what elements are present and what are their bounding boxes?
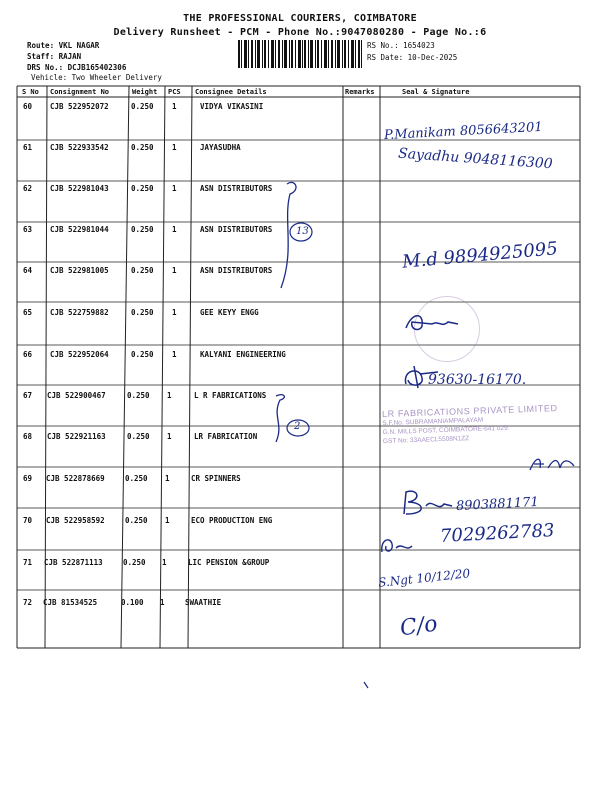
runsheet-subtitle: Delivery Runsheet - PCM - Phone No.:9047080280 - Page No.:6: [113, 27, 487, 38]
cell-consignment-no: CJB 522952072: [50, 102, 109, 111]
cell-consignee: VIDYA VIKASINI: [200, 102, 264, 111]
cell-weight: 0.250: [131, 308, 154, 317]
col-header-remarks: Remarks: [345, 88, 375, 96]
cell-pcs: 1: [167, 391, 172, 400]
cell-consignee: L R FABRICATIONS: [194, 391, 267, 400]
cell-consignee: LR FABRICATION: [194, 432, 258, 441]
drs-number: DRS No.: DCJB165402306: [27, 63, 127, 72]
rs-date: RS Date: 10-Dec-2025: [367, 53, 458, 62]
cell-pcs: 1: [172, 225, 177, 234]
cell-pcs: 1: [172, 266, 177, 275]
cell-sno: 67: [23, 391, 33, 400]
stamp-address-2: G.N. MILLS POST, COIMBATORE-641 029.: [382, 424, 510, 437]
bracket-mark-63: [265, 180, 325, 295]
col-header-consignment: Consignment No: [50, 88, 110, 96]
cell-consignee: LIC PENSION &GROUP: [188, 558, 270, 567]
route-label: Route: VKL NAGAR: [27, 41, 100, 50]
cell-sno: 69: [23, 474, 33, 483]
cell-consignee: ASN DISTRIBUTORS: [200, 184, 273, 193]
cell-weight: 0.250: [127, 391, 150, 400]
signature-60: P.Manikam 8056643201: [383, 119, 543, 144]
cell-weight: 0.250: [131, 225, 154, 234]
cell-pcs: 1: [172, 184, 177, 193]
cell-weight: 0.250: [127, 432, 150, 441]
cell-consignment-no: CJB 522933542: [50, 143, 109, 152]
cell-weight: 0.250: [123, 558, 146, 567]
cell-sno: 66: [23, 350, 33, 359]
signature-66-initials: [400, 364, 440, 390]
cell-consignment-no: CJB 522952064: [50, 350, 109, 359]
vehicle-label: Vehicle: Two Wheeler Delivery: [31, 73, 162, 82]
signature-70-mark: [378, 534, 414, 556]
cell-consignment-no: CJB 522981005: [50, 266, 109, 275]
cell-consignment-no: CJB 522871113: [44, 558, 103, 567]
stamp-company-name: LR FABRICATIONS PRIVATE LIMITED: [381, 402, 558, 420]
cell-consignee: JAYASUDHA: [200, 143, 241, 152]
col-header-consignee: Consignee Details: [195, 88, 267, 96]
cell-pcs: 1: [172, 143, 177, 152]
cell-consignment-no: CJB 522759882: [50, 308, 109, 317]
bracket-mark-68: [262, 390, 317, 450]
signature-66: 93630-16170.: [428, 372, 527, 388]
signature-63: M.d 9894925095: [401, 238, 559, 273]
mark-63: 13: [296, 226, 309, 237]
cell-pcs: 1: [172, 102, 177, 111]
signature-71: S.Ngt 10/12/20: [377, 566, 471, 590]
signature-70b: 7029262783: [439, 520, 556, 547]
cell-consignee: KALYANI ENGINEERING: [200, 350, 286, 359]
signature-72: C/o: [398, 611, 440, 642]
cell-weight: 0.250: [131, 143, 154, 152]
cell-consignee: CR SPINNERS: [191, 474, 241, 483]
signature-65: [402, 308, 462, 336]
col-header-seal-signature: Seal & Signature: [402, 88, 470, 96]
cell-consignment-no: CJB 522981044: [50, 225, 109, 234]
cell-consignee: SWAATHIE: [185, 598, 222, 607]
cell-consignment-no: CJB 81534525: [43, 598, 98, 607]
cell-consignment-no: CJB 522958592: [46, 516, 105, 525]
cell-weight: 0.250: [131, 350, 154, 359]
col-header-sno: S No: [22, 88, 39, 96]
cell-consignment-no: CJB 522981043: [50, 184, 109, 193]
cell-sno: 70: [23, 516, 33, 525]
stamp-gst: GST No: 33AAECL5508N1ZZ: [382, 435, 470, 446]
cell-consignee: GEE KEYY ENGG: [200, 308, 259, 317]
cell-sno: 72: [23, 598, 33, 607]
mark-68: 2: [294, 421, 301, 432]
cell-pcs: 1: [167, 432, 172, 441]
cell-sno: 71: [23, 558, 33, 567]
cell-sno: 68: [23, 432, 33, 441]
signature-70-initials: [398, 488, 454, 518]
cell-consignment-no: CJB 522921163: [47, 432, 106, 441]
cell-pcs: 1: [160, 598, 165, 607]
cell-weight: 0.250: [125, 516, 148, 525]
cell-consignee: ASN DISTRIBUTORS: [200, 225, 273, 234]
cell-sno: 65: [23, 308, 33, 317]
cell-consignee: ASN DISTRIBUTORS: [200, 266, 273, 275]
signature-61: Sayadhu 9048116300: [397, 145, 554, 173]
cell-pcs: 1: [172, 308, 177, 317]
cell-sno: 62: [23, 184, 33, 193]
rs-number: RS No.: 1654023: [367, 41, 435, 50]
cell-pcs: 1: [172, 350, 177, 359]
signature-68: [528, 452, 578, 474]
cell-weight: 0.250: [131, 184, 154, 193]
cell-pcs: 1: [165, 474, 170, 483]
signature-70a: 8903881171: [455, 494, 540, 515]
cell-pcs: 1: [162, 558, 167, 567]
cell-weight: 0.250: [131, 102, 154, 111]
col-header-pcs: PCS: [168, 88, 181, 96]
cell-consignment-no: CJB 522878669: [46, 474, 105, 483]
company-title: THE PROFESSIONAL COURIERS, COIMBATORE: [183, 13, 417, 24]
cell-sno: 64: [23, 266, 33, 275]
cell-sno: 63: [23, 225, 33, 234]
pen-dot: [362, 680, 372, 690]
cell-weight: 0.100: [121, 598, 144, 607]
col-header-weight: Weight: [132, 88, 158, 96]
cell-pcs: 1: [165, 516, 170, 525]
staff-label: Staff: RAJAN: [27, 52, 82, 61]
cell-weight: 0.250: [125, 474, 148, 483]
cell-sno: 61: [23, 143, 33, 152]
cell-weight: 0.250: [131, 266, 154, 275]
cell-consignment-no: CJB 522900467: [47, 391, 106, 400]
cell-sno: 60: [23, 102, 33, 111]
stamp-address-1: S.F.No. SUBRAMANIAMPALAYAM: [382, 416, 484, 428]
cell-consignee: ECO PRODUCTION ENG: [191, 516, 273, 525]
